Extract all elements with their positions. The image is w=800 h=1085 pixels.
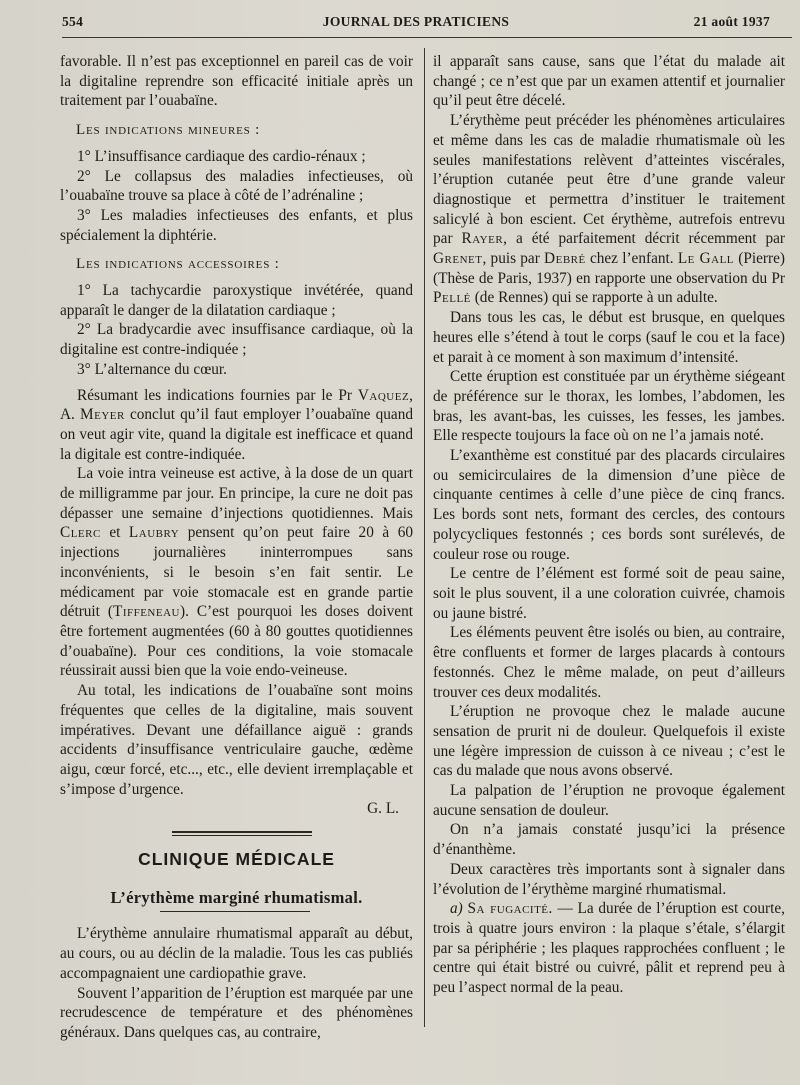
list-item: 1° La tachycardie paroxystique invétérée, quand apparaît le danger de la dilatation cardiaque ; <box>60 282 413 319</box>
issue-date: 21 août 1937 <box>693 14 770 29</box>
paragraph: Le centre de l’élément est formé soit de peau saine, soit le plus souvent, il a une coloration cuivrée, chamois ou jaune bistré. <box>433 565 785 622</box>
author-name: Rayer <box>461 230 504 248</box>
journal-title: JOURNAL DES PRATICIENS <box>322 14 510 29</box>
section-heading: CLINIQUE MÉDICALE <box>138 849 335 870</box>
running-header <box>62 14 770 34</box>
title-rule <box>160 911 310 912</box>
author-name: Meyer <box>80 406 125 424</box>
paragraph: L’érythème annulaire rhumatismal apparaît au début, au cours, ou au déclin de la maladie. Tous les cas publiés accompagnaient une cardiopathie grave. <box>60 925 413 982</box>
author-name: Pellé <box>433 289 471 307</box>
paragraph: L’érythème peut précéder les phénomènes articulaires et même dans les cas de maladie rhumatismale où les seules manifestations relèvent d’atteintes viscérales, l’éruption cutanée peut être d’une grande valeur diagnostique et permettra d’instituer le traitement salicylé à bon escient. Cet érythème, autrefois entrevu par Rayer, a été parfaitement décrit récemment par Grenet, puis par Debré chez l’enfant. Le Gall (Pierre) (Thèse de Paris, 1937) en rapporte une observation du Pr Pellé (de Rennes) qui se rapporte à un adulte. <box>433 112 786 307</box>
subsection-title: Sa fugacité. <box>467 900 553 918</box>
author-name: Le Gall <box>677 250 735 268</box>
subheading-minor-indications: Les indications mineures : <box>76 122 261 139</box>
subheading-accessory-indications: Les indications accessoires : <box>76 256 280 273</box>
paragraph: Cette éruption est constituée par un érythème siégeant de préférence sur le thorax, les lombes, l’abdomen, les bras, les avant-bas, les cuisses, les fesses, les jambes. Elle respecte toujours la face où on ne l’a jamais noté. <box>433 368 785 445</box>
subsection-letter: a) <box>450 900 463 918</box>
paragraph: La palpation de l’éruption ne provoque également aucune sensation de douleur. <box>433 782 785 819</box>
signature: G. L. <box>367 800 399 818</box>
page-number: 554 <box>62 14 84 29</box>
paragraph: Souvent l’apparition de l’éruption est marquée par une recrudescence de température et des phénomènes généraux. Dans quelques cas, au contraire, <box>60 984 413 1041</box>
paragraph: favorable. Il n’est pas exceptionnel en pareil cas de voir la digitaline reprendre son efficacité initiale après un traitement par l’ouabaïne. <box>60 53 413 110</box>
list-item: 3° L’alternance du cœur. <box>77 360 227 378</box>
header-rule <box>62 37 792 38</box>
author-name: Vaquez <box>357 386 410 404</box>
paragraph: La voie intra veineuse est active, à la dose de un quart de milligramme par jour. En principe, la cure ne doit pas dépasser une semaine d’injections quotidiennes. Mais Clerc et Laubry pensent qu’on peut faire 20 à 60 injections journalières ininterrompues sans inconvénients, si le besoin s’en fait sentir. Le médicament par voie stomacale est en grande partie détruit (Tiffeneau). C’est pourquoi les doses doivent être fortement augmentées (60 à 80 gouttes quotidiennes d’ouabaïne). Pour ces conditions, la voie stomacale réussirait aussi bien que la voie endo-veineuse. <box>60 465 413 680</box>
paragraph: Dans tous les cas, le début est brusque, en quelques heures elle s’étend à tout le corps (sauf le cou et la face) et parait à ce moment à son maximum d’intensité. <box>433 309 785 366</box>
author-name: Laubry <box>128 524 180 542</box>
paragraph: On n’a jamais constaté jusqu’ici la présence d’énanthème. <box>433 821 785 859</box>
paragraph: il apparaît sans cause, sans que l’état du malade ait changé ; ce n’est que par un examen attentif et journalier qu’il peut être décelé. <box>433 53 785 110</box>
right-column <box>433 52 785 998</box>
paragraph: L’exanthème est constitué par des placards circulaires ou semicirculaires de la dimension d’une pièce de cinquante centimes à celle d’une pièce de cinq francs. Les bords sont nets, formant des cercles, des contours polycycliques festonnés ; ces bords sont surélevés, de couleur rose ou rouge. <box>433 447 785 563</box>
author-name: Tiffeneau <box>112 603 180 621</box>
column-divider <box>424 48 425 1027</box>
paragraph: Deux caractères très importants sont à signaler dans l’évolution de l’érythème marginé rhumatismal. <box>433 860 785 898</box>
section-separator <box>172 831 312 836</box>
list-item: 1° L’insuffisance cardiaque des cardio-rénaux ; <box>77 147 366 165</box>
paragraph: Les éléments peuvent être isolés ou bien, au contraire, être confluents et former de larges placards à contours festonnés. Chez le même malade, on peut d’ailleurs trouver ces deux modalités. <box>433 624 785 701</box>
author-name: Grenet <box>433 250 483 268</box>
paragraph: L’éruption ne provoque chez le malade aucune sensation de prurit ni de douleur. Quelquefois il existe une légère impression de cuisson à ce niveau ; c’est le cas du malade que nous avons observé. <box>433 703 785 780</box>
author-name: Clerc <box>60 524 101 542</box>
article-title: L’érythème marginé rhumatismal. <box>110 887 363 907</box>
paragraph: Résumant les indications fournies par le Pr Vaquez, A. Meyer conclut qu’il faut employer l’ouabaïne quand on veut agir vite, quand la digitale est inefficace et quand la digitale est contre-indiquée. <box>60 386 413 463</box>
list-item: 2° La bradycardie avec insuffisance cardiaque, où la digitaline est contre-indiquée ; <box>60 321 413 359</box>
list-item: 2° Le collapsus des maladies infectieuses, où l’ouabaïne trouve sa place à côté de l’adrénaline ; <box>60 167 413 205</box>
left-column <box>60 52 413 1043</box>
author-name: Debré <box>544 250 586 268</box>
paragraph: a) Sa fugacité. — La durée de l’éruption est courte, trois à quatre jours environ : la plaque s’étale, s’élargit par sa périphérie ; les plaques rapprochées confluent ; le centre qui était bistré ou cuivré, pâlit et reprend peu à peu l’aspect normal de la peau. <box>433 900 785 997</box>
paragraph: Au total, les indications de l’ouabaïne sont moins fréquentes que celles de la digitaline, mais souvent impératives. Devant une défaillance aiguë : grands accidents d’insuffisance ventriculaire gauche, œdème aigu, cœur forcé, etc..., etc., elle devient irremplaçable et s’impose d’urgence. <box>60 682 413 798</box>
list-item: 3° Les maladies infectieuses des enfants, et plus spécialement la diphtérie. <box>60 206 413 244</box>
